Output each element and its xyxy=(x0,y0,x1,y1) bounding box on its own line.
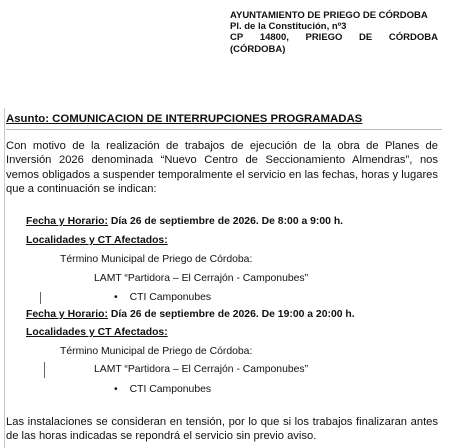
scan-mark xyxy=(44,362,45,378)
date-label: Fecha y Horario: xyxy=(26,309,108,320)
subject-line: Asunto: COMUNICACION DE INTERRUPCIONES PROGRAMADAS xyxy=(6,113,363,125)
province: (CÓRDOBA) xyxy=(230,43,286,55)
interruption-1-localities-label: Localidades y CT Afectados: xyxy=(26,235,168,246)
closing-paragraph: Las instalaciones se consideran en tensión, por lo que si los trabajos finalizaran antes de las horas indicadas se repondrá el servicio sin previo aviso. xyxy=(6,416,438,443)
date-value: Día 26 de septiembre de 2026. De 19:00 a 20:00 h. xyxy=(108,309,355,320)
scan-mark xyxy=(40,292,41,304)
interruption-2-localities-label: Localidades y CT Afectados: xyxy=(26,327,168,338)
city-word-1: PRIEGO xyxy=(305,32,343,44)
cp-code: 14800, xyxy=(259,32,289,44)
sender-address xyxy=(230,10,438,55)
postal-line xyxy=(230,32,438,43)
interruption-1-line: LAMT “Partidora – El Cerrajón - Camponubes” xyxy=(94,273,309,284)
interruption-2-date xyxy=(26,309,355,320)
city-word-3: CÓRDOBA xyxy=(388,32,438,44)
date-value: Día 26 de septiembre de 2026. De 8:00 a 9:00 h. xyxy=(108,216,344,227)
interruption-2-municipality: Término Municipal de Priego de Córdoba: xyxy=(60,346,253,357)
interruption-2-ct: • CTI Camponubes xyxy=(114,384,211,395)
street-address: Pl. de la Constitución, nº3 xyxy=(230,21,347,33)
date-label: Fecha y Horario: xyxy=(26,216,108,227)
interruption-1-municipality: Término Municipal de Priego de Córdoba: xyxy=(60,254,253,265)
intro-paragraph: Con motivo de la realización de trabajos de ejecución de la obra de Planes de Inversión 2026 denominada “Nuevo Centro de Seccionamiento Almendras”, nos vemos obligados a suspender temporalmente el servicio en las fechas, horas y lugares que a continuación se indican: xyxy=(6,140,438,196)
cp-label: CP xyxy=(230,32,244,44)
interruption-1-date xyxy=(26,216,343,227)
interruption-2-line: LAMT “Partidora – El Cerrajón - Camponubes” xyxy=(94,364,309,375)
city-word-2: DE xyxy=(359,32,373,44)
scan-margin-line xyxy=(4,108,5,448)
interruption-1-ct: • CTI Camponubes xyxy=(114,292,211,303)
subject-rule xyxy=(6,129,442,130)
org-name: AYUNTAMIENTO DE PRIEGO DE CÓRDOBA xyxy=(230,10,428,21)
